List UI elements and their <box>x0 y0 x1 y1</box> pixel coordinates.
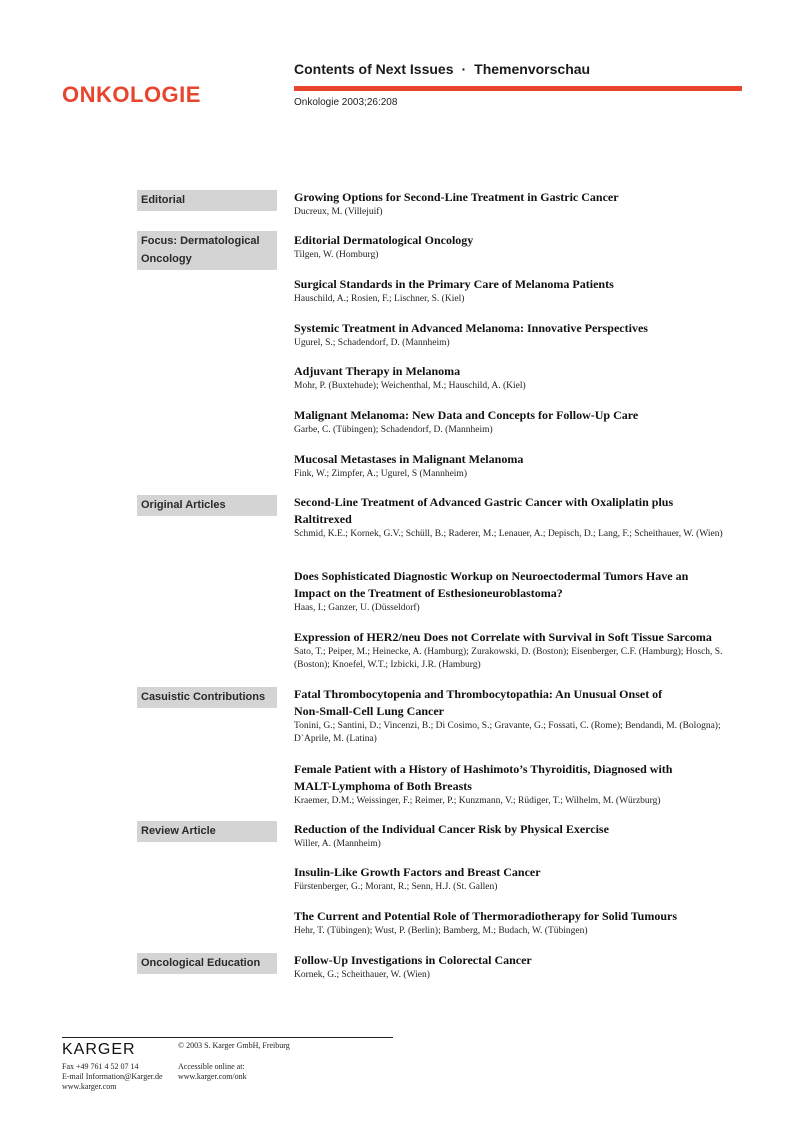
article <box>294 864 734 894</box>
website-link[interactable]: www.karger.com <box>62 1082 117 1091</box>
title-separator: · <box>461 61 467 77</box>
section-label: Oncological Education <box>137 953 277 974</box>
article-title: Growing Options for Second-Line Treatment in Gastric Cancer <box>294 190 619 204</box>
section-label: Editorial <box>137 190 277 211</box>
publisher-logo: KARGER <box>62 1041 136 1058</box>
section-label: Review Article <box>137 821 277 842</box>
article <box>294 363 734 393</box>
article-authors: Hauschild, A.; Rosien, F.; Lischner, S. (Kiel) <box>294 294 465 304</box>
section-label: Original Articles <box>137 495 277 516</box>
title-german: Themenvorschau <box>474 61 591 77</box>
email-link[interactable]: E-mail Information@Karger.de <box>62 1072 163 1081</box>
article-title: Female Patient with a History of Hashimoto’s Thyroiditis, Diagnosed with MALT-Lymphoma of Both Breasts <box>294 762 673 793</box>
footer-rule <box>62 1037 393 1038</box>
citation: Onkologie 2003;26:208 <box>294 97 398 108</box>
article <box>294 821 734 851</box>
article <box>294 451 734 481</box>
article-authors: Hehr, T. (Tübingen); Wust, P. (Berlin); Bamberg, M.; Budach, W. (Tübingen) <box>294 926 588 936</box>
article-authors: Schmid, K.E.; Kornek, G.V.; Schüll, B.; Raderer, M.; Lenauer, A.; Depisch, D.; Lang, F.; Scheithauer, W. (Wien) <box>294 529 723 539</box>
article-authors: Mohr, P. (Buxtehude); Weichenthal, M.; Hauschild, A. (Kiel) <box>294 381 526 391</box>
article <box>294 908 734 938</box>
journal-logo: ONKOLOGIE <box>62 82 201 107</box>
article-title: Mucosal Metastases in Malignant Melanoma <box>294 452 524 466</box>
article-authors: Willer, A. (Mannheim) <box>294 839 381 849</box>
article-title: Second-Line Treatment of Advanced Gastric Cancer with Oxaliplatin plus Raltitrexed <box>294 495 674 526</box>
article-authors: Ugurel, S.; Schadendorf, D. (Mannheim) <box>294 338 450 348</box>
article <box>294 568 734 615</box>
article-authors: Kornek, G.; Scheithauer, W. (Wien) <box>294 970 430 980</box>
copyright: © 2003 S. Karger GmbH, Freiburg <box>178 1041 290 1050</box>
article <box>294 761 734 808</box>
article <box>294 629 734 672</box>
article <box>294 189 734 219</box>
article-authors: Fürstenberger, G.; Morant, R.; Senn, H.J. (St. Gallen) <box>294 882 498 892</box>
article-title: Expression of HER2/neu Does not Correlate with Survival in Soft Tissue Sarcoma <box>294 630 712 644</box>
article <box>294 407 734 437</box>
article-title: Editorial Dermatological Oncology <box>294 233 474 247</box>
article <box>294 320 734 350</box>
title-english: Contents of Next Issues <box>294 61 454 77</box>
accessible-label: Accessible online at: <box>178 1062 245 1071</box>
article-title: Systemic Treatment in Advanced Melanoma: Innovative Perspectives <box>294 321 648 335</box>
article <box>294 276 734 306</box>
publisher-contact <box>62 1062 163 1092</box>
article-authors: Tilgen, W. (Homburg) <box>294 250 379 260</box>
article <box>294 686 734 746</box>
journal-url-link[interactable]: www.karger.com/onk <box>178 1072 247 1081</box>
article-authors: Fink, W.; Zimpfer, A.; Ugurel, S (Mannheim) <box>294 469 467 479</box>
article <box>294 952 734 982</box>
section-label: Casuistic Contributions <box>137 687 277 708</box>
fax: Fax +49 761 4 52 07 14 <box>62 1062 139 1071</box>
article-authors: Sato, T.; Peiper, M.; Heinecke, A. (Hamburg); Zurakowski, D. (Boston); Eisenberger, C.F. (Hamburg); Hosch, S. (Boston); Knoefel, W.T.; Izbicki, J.R. (Hamburg) <box>294 647 723 670</box>
article-title: Malignant Melanoma: New Data and Concepts for Follow-Up Care <box>294 408 639 422</box>
article-title: Insulin-Like Growth Factors and Breast Cancer <box>294 865 541 879</box>
section-label: Focus: Dermatological Oncology <box>137 231 277 270</box>
online-access <box>178 1062 247 1082</box>
article-title: Fatal Thrombocytopenia and Thrombocytopathia: An Unusual Onset of Non-Small-Cell Lung Cancer <box>294 687 663 718</box>
article-authors: Haas, I.; Ganzer, U. (Düsseldorf) <box>294 603 420 613</box>
article-authors: Ducreux, M. (Villejuif) <box>294 207 383 217</box>
article-title: Follow-Up Investigations in Colorectal Cancer <box>294 953 532 967</box>
article-authors: Tonini, G.; Santini, D.; Vincenzi, B.; Di Cosimo, S.; Gravante, G.; Fossati, C. (Rome); Bendandi, M. (Bologna); D`Aprile, M. (Latina) <box>294 721 721 744</box>
article-title: Reduction of the Individual Cancer Risk by Physical Exercise <box>294 822 609 836</box>
article <box>294 232 734 262</box>
article-authors: Garbe, C. (Tübingen); Schadendorf, D. (Mannheim) <box>294 425 493 435</box>
article-title: Adjuvant Therapy in Melanoma <box>294 364 461 378</box>
article-authors: Kraemer, D.M.; Weissinger, F.; Reimer, P.; Kunzmann, V.; Rüdiger, T.; Wilhelm, M. (Würzburg) <box>294 796 661 806</box>
article-title: The Current and Potential Role of Thermoradiotherapy for Solid Tumours <box>294 909 678 923</box>
article-title: Does Sophisticated Diagnostic Workup on Neuroectodermal Tumors Have an Impact on the Treatment of Esthesioneuroblastoma? <box>294 569 689 600</box>
article-title: Surgical Standards in the Primary Care of Melanoma Patients <box>294 277 614 291</box>
article <box>294 494 734 541</box>
